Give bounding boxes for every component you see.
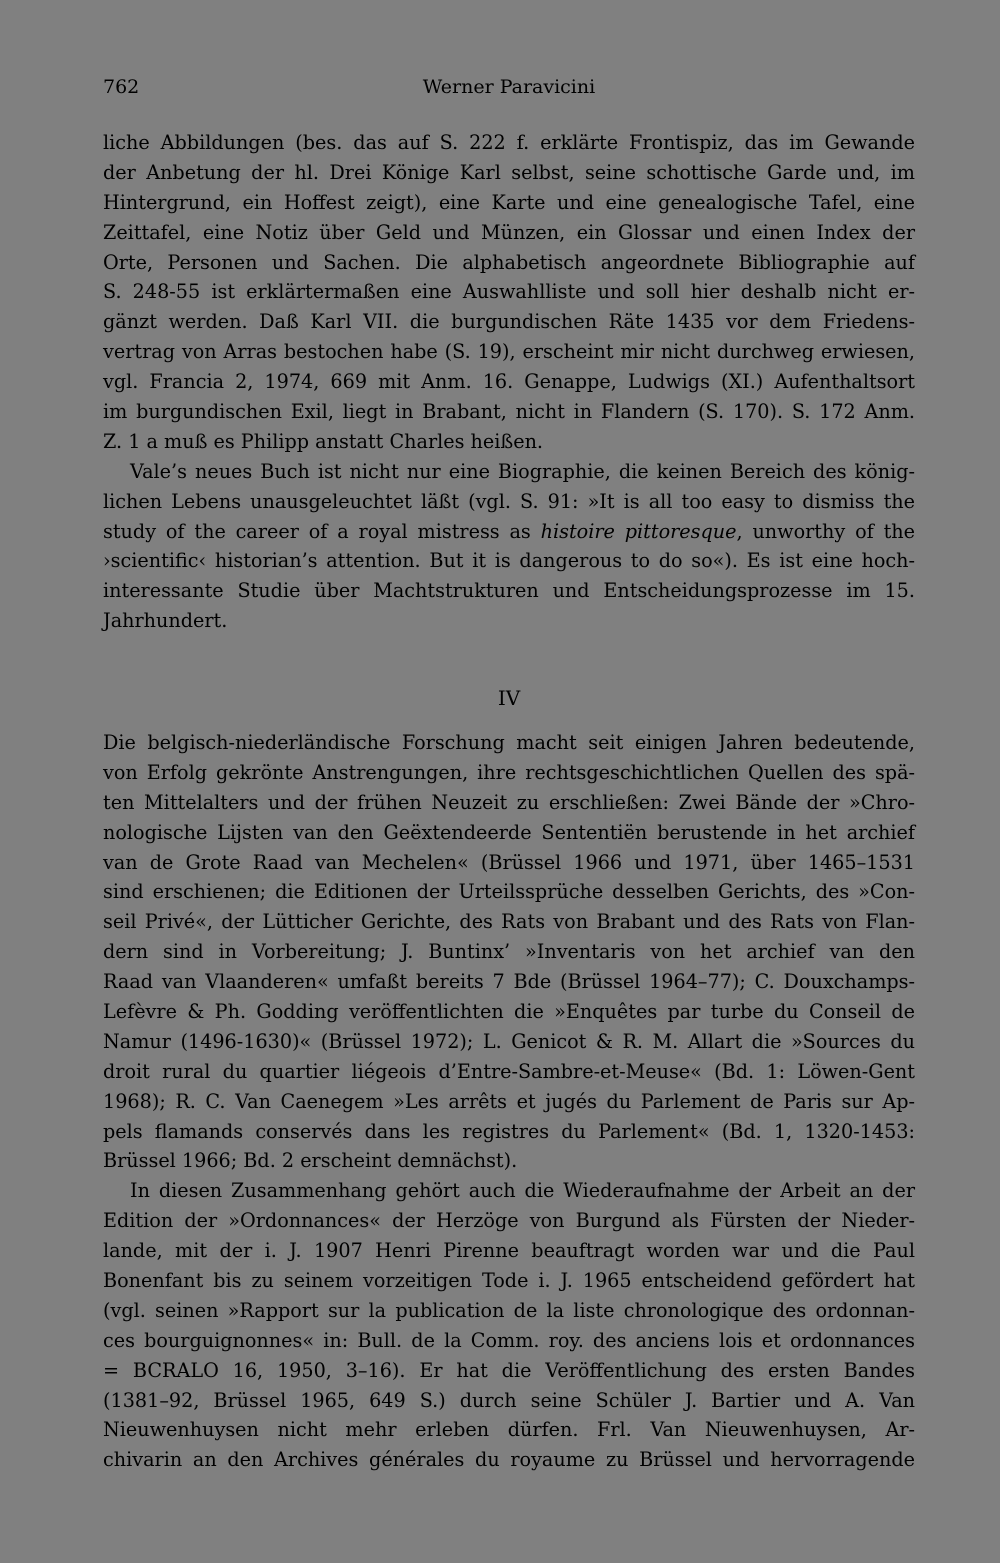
text-line: Nieuwenhuysen nicht mehr erleben dürfen. Frl. Van Nieuwenhuysen, Ar- [103, 1418, 915, 1442]
running-head-author: Werner Paravicini [422, 76, 596, 98]
text-line: Z. 1 a muß es Philipp anstatt Charles heißen. [103, 429, 544, 453]
text-line: Lefèvre & Ph. Godding veröffentlichten die »Enquêtes par turbe du Conseil de [103, 1000, 915, 1024]
text-line: Hintergrund, ein Hoffest zeigt), eine Karte und eine genealogische Tafel, eine [103, 190, 915, 214]
text-line: sind erschienen; die Editionen der Urteilssprüche desselben Gerichts, des »Con- [103, 880, 915, 904]
text-segment: , unworthy of the [736, 519, 915, 543]
text-line: Bonenfant bis zu seinem vorzeitigen Tode i. J. 1965 entscheidend gefördert hat [103, 1269, 915, 1293]
text-line: nologische Lijsten van den Geëxtendeerde Sententiën berustende in het archief [103, 820, 915, 844]
text-line: interessante Studie über Machtstrukturen und Entscheidungsprozesse im 15. [103, 579, 915, 603]
text-block-section-iv [103, 728, 915, 1475]
text-line: von Erfolg gekrönte Anstrengungen, ihre rechtsgeschichtlichen Quellen des spä- [103, 760, 915, 784]
text-line: gänzt werden. Daß Karl VII. die burgundischen Räte 1435 vor dem Friedens- [103, 310, 915, 334]
text-line: Namur (1496-1630)« (Brüssel 1972); L. Genicot & R. M. Allart die »Sources du [103, 1029, 915, 1053]
text-line: liche Abbildungen (bes. das auf S. 222 f. erklärte Frontispiz, das im Gewande [103, 131, 915, 154]
text-line: vgl. Francia 2, 1974, 669 mit Anm. 16. Genappe, Ludwigs (XI.) Aufenthaltsort [103, 370, 915, 394]
text-line: vertrag von Arras bestochen habe (S. 19), erscheint mir nicht durchweg erwiesen, [103, 340, 915, 364]
paragraph-start-line: Vale’s neues Buch ist nicht nur eine Biographie, die keinen Bereich des könig- [130, 459, 915, 483]
text-line: ›scientific‹ historian’s attention. But it is dangerous to do so«). Es ist eine hoch- [103, 549, 915, 573]
text-line: ten Mittelalters und der frühen Neuzeit zu erschließen: Zwei Bände der »Chro- [103, 790, 915, 814]
text-line: ces bourguignonnes« in: Bull. de la Comm. roy. des anciens lois et ordonnances [103, 1328, 915, 1352]
text-line: van de Grote Raad van Mechelen« (Brüssel 1966 und 1971, über 1465–1531 [103, 850, 915, 874]
text-line: Zeittafel, eine Notiz über Geld und Münzen, ein Glossar und einen Index der [103, 220, 915, 244]
text-line: 1968); R. C. Van Caenegem »Les arrêts et jugés du Parlement de Paris sur Ap- [103, 1089, 915, 1113]
text-line: chivarin an den Archives générales du royaume zu Brüssel und hervorragende [103, 1448, 915, 1472]
text-line: lande, mit der i. J. 1907 Henri Pirenne beauftragt worden war und die Paul [103, 1239, 915, 1263]
italic-phrase: histoire pittoresque [540, 519, 737, 543]
paragraph-start-line: In diesen Zusammenhang gehört auch die Wiederaufnahme der Arbeit an der [130, 1179, 915, 1203]
text-line: dern sind in Vorbereitung; J. Buntinx’ »Inventaris von het archief van den [103, 940, 915, 964]
text-line: (vgl. seinen »Rapport sur la publication de la liste chronologique des ordonnan- [103, 1298, 915, 1322]
section-heading: IV [497, 686, 521, 710]
page-header [103, 72, 915, 102]
text-line: (1381–92, Brüssel 1965, 649 S.) durch seine Schüler J. Bartier und A. Van [103, 1388, 915, 1412]
text-line: pels flamands conservés dans les registres du Parlement« (Bd. 1, 1320-1453: [103, 1119, 915, 1143]
text-line: Edition der »Ordonnances« der Herzöge von Burgund als Fürsten der Nieder- [103, 1209, 915, 1233]
text-line-with-italic [103, 517, 915, 547]
text-line: Jahrhundert. [103, 609, 228, 633]
text-line: im burgundischen Exil, liegt in Brabant, nicht in Flandern (S. 170). S. 172 Anm. [103, 400, 915, 424]
text-line: S. 248-55 ist erklärtermaßen eine Auswahlliste und soll hier deshalb nicht er- [103, 280, 915, 304]
text-line: droit rural du quartier liégeois d’Entre-Sambre-et-Meuse« (Bd. 1: Löwen-Gent [103, 1059, 915, 1083]
text-block-review-end [103, 128, 915, 636]
text-line: = BCRALO 16, 1950, 3–16). Er hat die Veröffentlichung des ersten Bandes [103, 1358, 915, 1382]
text-line: Raad van Vlaanderen« umfaßt bereits 7 Bde (Brüssel 1964–77); C. Douxchamps- [103, 970, 915, 994]
text-line: Orte, Personen und Sachen. Die alphabetisch angeordnete Bibliographie auf [103, 250, 915, 274]
page-number: 762 [103, 76, 140, 98]
text-line: lichen Lebens unausgeleuchtet läßt (vgl. S. 91: »It is all too easy to dismiss the [103, 489, 915, 513]
text-segment: study of the career of a royal mistress as [103, 519, 541, 543]
text-line: der Anbetung der hl. Drei Könige Karl selbst, seine schottische Garde und, im [103, 160, 915, 184]
text-line: Die belgisch-niederländische Forschung macht seit einigen Jahren bedeutende, [103, 731, 915, 754]
text-line: Brüssel 1966; Bd. 2 erscheint demnächst). [103, 1149, 518, 1173]
text-line: seil Privé«, der Lütticher Gerichte, des Rats von Brabant und des Rats von Flan- [103, 910, 915, 934]
